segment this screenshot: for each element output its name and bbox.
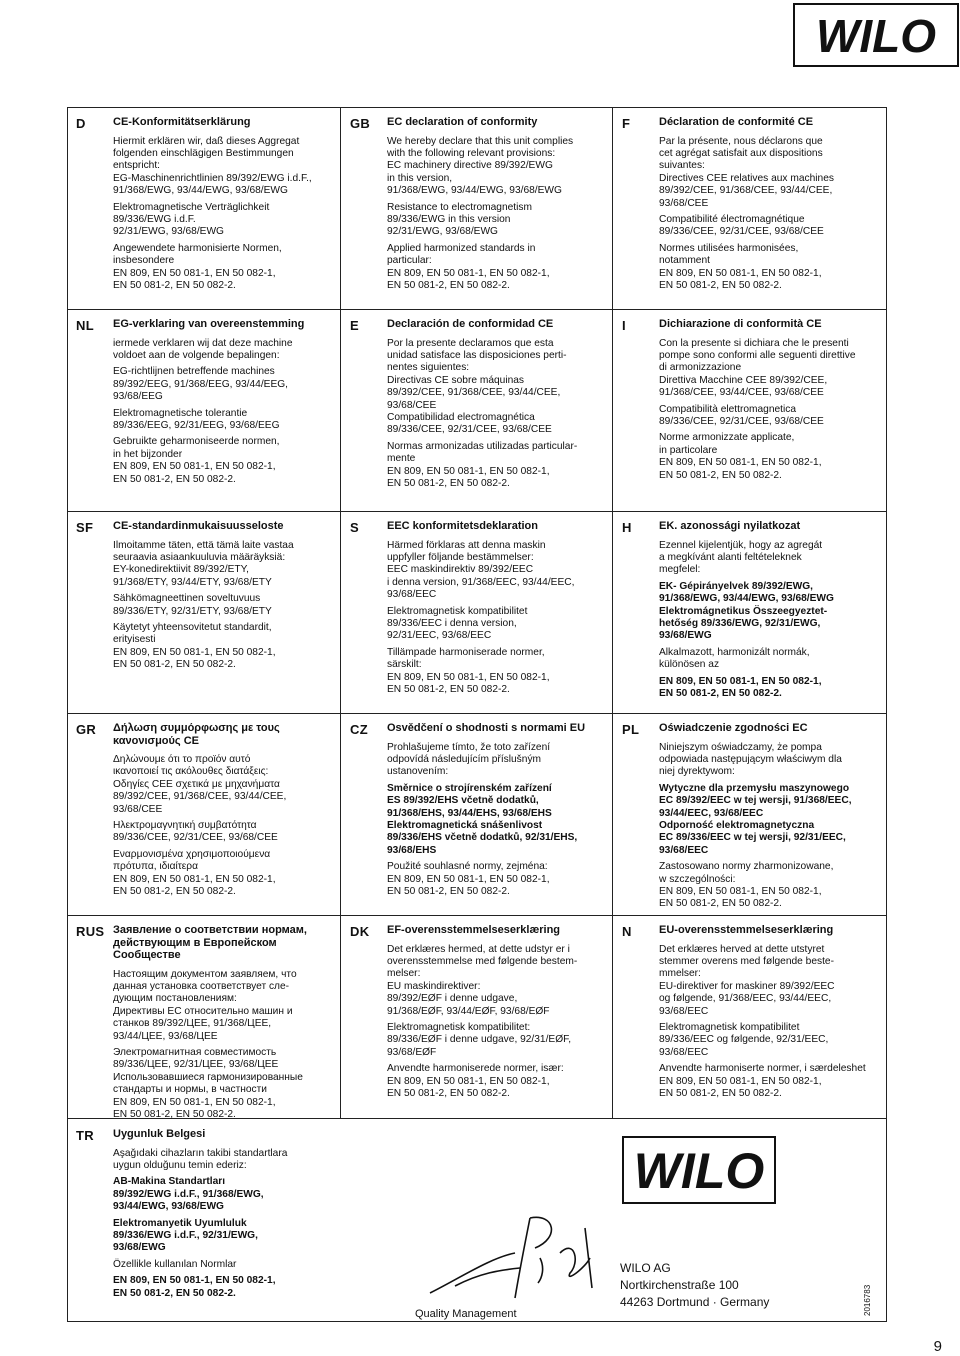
- declaration-title: CE-standardinmukaisuusseloste: [113, 520, 284, 532]
- declaration-paragraph: We hereby declare that this unit complies with the following relevant provisions: EC machinery directive 89/392/EWG in this version, 91/368/EWG, 93/44/EWG, 93/68/EWG: [387, 135, 574, 197]
- declaration-paragraph: Настоящим документом заявляем, что данная установка соответствует сле- дующим постановлениям: Директивы ЕС относительно машин и станков 89/392/ЦЕЕ, 91/368/ЦЕЕ, 93/44/ЦЕЕ, 93/68/ЦЕЕ: [113, 968, 297, 1042]
- declaration-cell-rus: [68, 916, 340, 1118]
- declaration-paragraph: Por la presente declaramos que esta unidad satisface las disposiciones perti- nentes siguientes: Directivas CE sobre máquinas 89/392/CEE, 91/368/CEE, 93/44/CEE, 93/68/CEE Compatibilidad electromagnética 89/336/CEE, 92/31/CEE, 93/68/CEE: [387, 337, 567, 436]
- language-code: NL: [76, 318, 94, 333]
- language-code: TR: [76, 1128, 94, 1143]
- declaration-paragraph: iermede verklaren wij dat deze machine voldoet aan de volgende bepalingen:: [113, 337, 293, 361]
- column-divider: [340, 108, 341, 1118]
- signature-block: [350, 1120, 886, 1320]
- declaration-title: CE-Konformitätserklärung: [113, 116, 251, 128]
- declaration-cell-gb: [342, 108, 614, 310]
- declaration-paragraph: Elektromagnetisk kompatibilitet: 89/336/EØF i denne udgave, 92/31/EØF, 93/68/EØF: [387, 1021, 572, 1058]
- declaration-paragraph: Электромагнитная совместимость 89/336/ЦЕЕ, 92/31/ЦЕЕ, 93/68/ЦЕЕ Использовавшиеся гармонизированные стандарты и нормы, в частности EN 809, EN 50 081-1, EN 50 082-1, EN 50 081-2, EN 50 082-2.: [113, 1046, 303, 1120]
- declaration-paragraph: Elektromagnetisk kompatibilitet 89/336/EEC i denna version, 92/31/EEC, 93/68/EEC: [387, 605, 528, 642]
- declaration-cell-cz: [342, 714, 614, 916]
- logo-text: WILO: [815, 11, 937, 59]
- declaration-cell-h: [614, 512, 886, 714]
- declaration-table: [67, 107, 887, 1322]
- declaration-paragraph: Angewendete harmonisierte Normen, insbesondere EN 809, EN 50 081-1, EN 50 082-1, EN 50 081-2, EN 50 082-2.: [113, 242, 282, 291]
- language-code: RUS: [76, 924, 105, 939]
- declaration-cell-tr: [68, 1120, 340, 1320]
- wilo-logo-mark: [629, 1143, 769, 1197]
- language-code: I: [622, 318, 626, 333]
- declaration-title: Declaración de conformidad CE: [387, 318, 554, 330]
- declaration-paragraph: Zastosowano normy zharmonizowane, w szczególności: EN 809, EN 50 081-1, EN 50 082-1, EN 50 081-2, EN 50 082-2.: [659, 861, 834, 910]
- language-code: S: [350, 520, 359, 535]
- declaration-cell-gr: [68, 714, 340, 916]
- language-code: D: [76, 116, 86, 131]
- language-code: N: [622, 924, 632, 939]
- language-code: F: [622, 116, 631, 131]
- declaration-paragraph: Εναρμονισμένα χρησιμοποιούμενα πρότυπα, ιδιαίτερα EN 809, EN 50 081-1, EN 50 082-1, EN 50 081-2, EN 50 082-2.: [113, 848, 276, 898]
- declaration-title: Déclaration de conformité CE: [659, 116, 814, 128]
- declaration-paragraph: Niniejszym oświadczamy, że pompa odpowiada następującym właściwym dla niej dyrektywom:: [659, 741, 842, 778]
- declaration-cell-sf: [68, 512, 340, 714]
- declaration-title: EG-verklaring van overeenstemming: [113, 318, 305, 330]
- language-code: DK: [350, 924, 370, 939]
- declaration-cell-pl: [614, 714, 886, 916]
- language-code: PL: [622, 722, 640, 737]
- declaration-paragraph: EK- Gépirányelvek 89/392/EWG, 91/368/EWG, 93/44/EWG, 93/68/EWG Elektromágnetikus Összeegyeztet- hetőség 89/336/EWG, 92/31/EWG, 93/68/EWG: [659, 580, 834, 642]
- declaration-title: Заявление о соответствии нормам, действующим в Европейском Сообществе: [113, 924, 307, 961]
- declaration-title: Uygunluk Belgesi: [113, 1128, 206, 1140]
- declaration-cell-f: [614, 108, 886, 310]
- declaration-paragraph: AB-Makina Standartları 89/392/EWG i.d.F., 91/368/EWG, 93/44/EWG, 93/68/EWG: [113, 1176, 264, 1213]
- declaration-cell-e: [342, 310, 614, 512]
- declaration-title: EK. azonossági nyilatkozat: [659, 520, 801, 532]
- declaration-title: Osvědčení o shodnosti s normami EU: [387, 722, 586, 734]
- declaration-paragraph: Alkalmazott, harmonizált normák, különösen az: [659, 646, 810, 671]
- declaration-paragraph: Hiermit erklären wir, daß dieses Aggregat folgenden einschlägigen Bestimmungen entspricht: EG-Maschinenrichtlinien 89/392/EWG i.d.F., 91/368/EWG, 93/44/EWG, 93/68/EWG: [113, 135, 312, 197]
- page-number: 9: [933, 1338, 942, 1355]
- declaration-paragraph: Elektromanyetik Uyumluluk 89/336/EWG i.d.F., 92/31/EWG, 93/68/EWG: [113, 1217, 258, 1254]
- declaration-paragraph: Par la présente, nous déclarons que cet agrégat satisfait aux dispositions suivantes: Directives CEE relatives aux machines 89/392/CEE, 91/368/CEE, 93/44/CEE, 93/68/CEE: [659, 135, 834, 209]
- declaration-paragraph: Norme armonizzate applicate, in particolare EN 809, EN 50 081-1, EN 50 082-1, EN 50 081-2, EN 50 082-2.: [659, 432, 822, 481]
- declaration-paragraph: EN 809, EN 50 081-1, EN 50 082-1, EN 50 081-2, EN 50 082-2.: [659, 675, 822, 699]
- declaration-paragraph: Compatibilité électromagnétique 89/336/CEE, 92/31/CEE, 93/68/CEE: [659, 213, 824, 238]
- language-code: E: [350, 318, 359, 333]
- logo-text: WILO: [633, 1143, 765, 1197]
- declaration-title: Dichiarazione di conformità CE: [659, 318, 822, 330]
- declaration-title: EU-overensstemmelseserklæring: [659, 924, 834, 936]
- wilo-logo-mark: [801, 11, 951, 59]
- declaration-paragraph: Käytetyt yhteensovitetut standardit, erityisesti EN 809, EN 50 081-1, EN 50 082-1, EN 50 081-2, EN 50 082-2.: [113, 621, 276, 671]
- language-code: CZ: [350, 722, 368, 737]
- declaration-paragraph: Normas armonizadas utilizadas particular- mente EN 809, EN 50 081-1, EN 50 082-1, EN 50 081-2, EN 50 082-2.: [387, 440, 578, 489]
- declaration-title: EF-overensstemmelseserklæring: [387, 924, 561, 936]
- declaration-paragraph: Ηλεκτρομαγνητική συμβατότητα 89/336/CEE, 92/31/CEE, 93/68/CEE: [113, 820, 278, 844]
- declaration-paragraph: Resistance to electromagnetism 89/336/EWG in this version 92/31/EWG, 93/68/EWG: [387, 201, 532, 238]
- declaration-paragraph: EN 809, EN 50 081-1, EN 50 082-1, EN 50 081-2, EN 50 082-2.: [113, 1275, 276, 1299]
- signature-caption: Quality Management: [415, 1308, 517, 1320]
- language-code: H: [622, 520, 632, 535]
- document-code: 2016783: [863, 1284, 872, 1316]
- declaration-paragraph: Elektromagnetisk kompatibilitet 89/336/EEC og følgende, 92/31/EEC, 93/68/EEC: [659, 1021, 829, 1058]
- language-code: GB: [350, 116, 371, 131]
- language-code: SF: [76, 520, 94, 535]
- declaration-paragraph: Con la presente si dichiara che le presenti pompe sono conformi alle seguenti direttive di armonizzazione Direttiva Macchine CEE 89/392/CEE, 91/368/CEE, 93/44/CEE, 93/68/CEE: [659, 337, 856, 399]
- declaration-title: Δήλωση συμμόρφωσης με τους κανονισμούς CE: [113, 722, 280, 747]
- declaration-paragraph: Özellikle kullanılan Normlar: [113, 1258, 237, 1270]
- declaration-paragraph: Δηλώνουμε ότι το προϊόν αυτό ικανοποιεί τις ακόλουθες διατάξεις: Οδηγίες CEE σχετικά με μηχανήματα 89/392/CEE, 91/368/CEE, 93/44/CEE, 93/68/CEE: [113, 754, 287, 815]
- declaration-cell-nl: [68, 310, 340, 512]
- declaration-paragraph: Applied harmonized standards in particular: EN 809, EN 50 081-1, EN 50 082-1, EN 50 081-2, EN 50 082-2.: [387, 242, 550, 291]
- signature-image: [420, 1198, 610, 1308]
- company-address: WILO AG Nortkirchenstraße 100 44263 Dortmund · Germany: [620, 1261, 770, 1309]
- declaration-paragraph: Det erklæres herved at dette utstyret stemmer overens med følgende beste- mmelser: EU-direktiver for maskiner 89/392/EEC og følgende, 91/368/EEC, 93/44/EEC, 93/68/EEC: [659, 943, 835, 1017]
- declaration-paragraph: Směrnice o strojírenském zařízení ES 89/392/EHS včetně dodatků, 91/368/EHS, 93/44/EHS, 93/68/EHS Elektromagnetická snášenlivost 89/336/EHS včetně dodatků, 92/31/EHS, 93/68/EHS: [387, 782, 578, 856]
- declaration-paragraph: Ezennel kijelentjük, hogy az agregát a megkívánt alanti feltételeknek megfelel:: [659, 539, 823, 576]
- declaration-paragraph: Anvendte harmoniserte normer, i særdeleshet EN 809, EN 50 081-1, EN 50 082-1, EN 50 081-2, EN 50 082-2.: [659, 1063, 866, 1099]
- language-code: GR: [76, 722, 97, 737]
- declaration-title: Oświadczenie zgodności EC: [659, 722, 808, 734]
- declaration-paragraph: Ilmoitamme täten, että tämä laite vastaa seuraavia asiaankuuluvia määräyksiä: EY-konedirektiivit 89/392/ETY, 91/368/ETY, 93/44/ETY, 93/68/ETY: [113, 539, 294, 588]
- declaration-paragraph: Tillämpade harmoniserade normer, särskilt: EN 809, EN 50 081-1, EN 50 082-1, EN 50 081-2, EN 50 082-2.: [387, 646, 550, 695]
- declaration-cell-dk: [342, 916, 614, 1118]
- declaration-paragraph: Použité souhlasné normy, zejména: EN 809, EN 50 081-1, EN 50 082-1, EN 50 081-2, EN 50 082-2.: [387, 861, 550, 897]
- declaration-paragraph: EG-richtlijnen betreffende machines 89/392/EEG, 91/368/EEG, 93/44/EEG, 93/68/EEG: [113, 366, 288, 403]
- declaration-cell-d: [68, 108, 340, 310]
- wilo-logo: [622, 1136, 776, 1204]
- declaration-paragraph: Gebruikte geharmoniseerde normen, in het bijzonder EN 809, EN 50 081-1, EN 50 082-1, EN 50 081-2, EN 50 082-2.: [113, 436, 280, 485]
- declaration-cell-i: [614, 310, 886, 512]
- declaration-paragraph: Normes utilisées harmonisées, notamment EN 809, EN 50 081-1, EN 50 082-1, EN 50 081-2, EN 50 082-2.: [659, 242, 822, 291]
- declaration-paragraph: Sähkömagneettinen soveltuvuus 89/336/ETY, 92/31/ETY, 93/68/ETY: [113, 593, 272, 617]
- declaration-paragraph: Aşağıdaki cihazların takibi standartlara uygun olduğunu temin ederiz:: [113, 1147, 288, 1171]
- declaration-cell-s: [342, 512, 614, 714]
- declaration-paragraph: Elektromagnetische tolerantie 89/336/EEG, 92/31/EEG, 93/68/EEG: [113, 407, 280, 431]
- declaration-paragraph: Compatibilità elettromagnetica 89/336/CEE, 92/31/CEE, 93/68/CEE: [659, 403, 824, 427]
- declaration-paragraph: Elektromagnetische Verträglichkeit 89/336/EWG i.d.F. 92/31/EWG, 93/68/EWG: [113, 201, 270, 238]
- declaration-paragraph: Härmed förklaras att denna maskin uppfyller följande bestämmelser: EEC maskindirektiv 89/392/EEC i denna version, 91/368/EEC, 93/44/EEC, 93/68/EEC: [387, 539, 575, 601]
- declaration-paragraph: Det erklæres hermed, at dette udstyr er i overensstemmelse med følgende bestem- melser: EU maskindirektiver: 89/392/EØF i denne udgave, 91/368/EØF, 93/44/EØF, 93/68/EØF: [387, 943, 578, 1017]
- declaration-paragraph: Prohlašujeme tímto, že toto zařízení odpovídá následujícím příslušným ustanovením:: [387, 741, 551, 778]
- declaration-paragraph: Wytyczne dla przemysłu maszynowego EC 89/392/EEC w tej wersji, 91/368/EEC, 93/44/EEC, 93/68/EEC Odporność elektromagnetyczna EC 89/336/EEC w tej wersji, 92/31/EEC, 93/68/EEC: [659, 782, 852, 856]
- declaration-title: EC declaration of conformity: [387, 116, 538, 128]
- wilo-logo: [793, 3, 959, 67]
- declaration-title: EEC konformitetsdeklaration: [387, 520, 538, 532]
- declaration-cell-n: [614, 916, 886, 1118]
- declaration-paragraph: Anvendte harmoniserede normer, især: EN 809, EN 50 081-1, EN 50 082-1, EN 50 081-2, EN 50 082-2.: [387, 1063, 564, 1099]
